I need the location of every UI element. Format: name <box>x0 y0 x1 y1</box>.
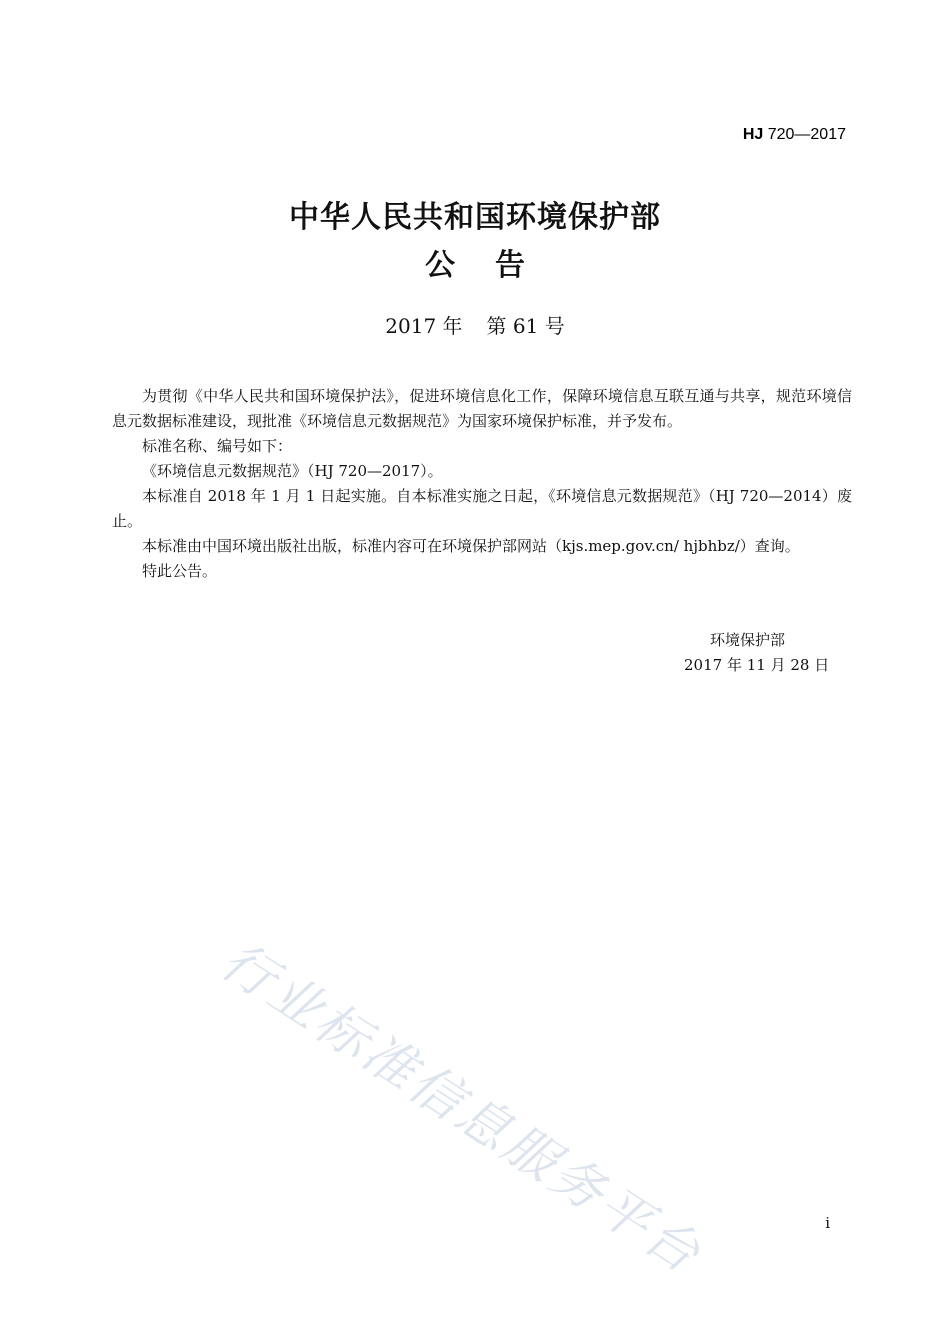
announcement-number <box>0 310 950 339</box>
page-number: i <box>825 1214 830 1232</box>
standard-code-number: 720—2017 <box>763 126 846 143</box>
signature-org: 环境保护部 <box>710 631 786 649</box>
paragraph-standard-label: 标准名称、编号如下： <box>142 437 293 455</box>
standard-code <box>743 126 846 144</box>
paragraph-effective-date: 本标准自 2018 年 1 月 1 日起实施。自本标准实施之日起，《环境信息元数据规范》（HJ 720—2014）废止。 <box>112 487 852 530</box>
page-title: 中华人民共和国环境保护部 <box>289 200 661 235</box>
watermark: 行业标准信息服务平台 <box>210 930 713 1287</box>
paragraph-closing: 特此公告。 <box>142 562 218 580</box>
announcement-heading-char-2: 告 <box>495 248 525 283</box>
paragraph-purpose: 为贯彻《中华人民共和国环境保护法》，促进环境信息化工作，保障环境信息互联互通与共享，规范环境信息元数据标准建设，现批准《环境信息元数据规范》为国家环境保护标准，并予发布。 <box>112 387 852 430</box>
paragraph-publication: 本标准由中国环境出版社出版，标准内容可在环境保护部网站（kjs.mep.gov.cn/ hjbhbz/）查询。 <box>142 537 800 555</box>
announcement-serial: 第 61 号 <box>486 314 565 338</box>
announcement-body <box>112 384 852 584</box>
signature-date: 2017 年 11 月 28 日 <box>684 656 830 674</box>
announcement-heading <box>0 240 950 284</box>
standard-code-prefix: HJ <box>742 126 764 143</box>
paragraph-standard-name: 《环境信息元数据规范》（HJ 720—2017）。 <box>142 462 443 480</box>
announcement-year: 2017 年 <box>385 314 463 338</box>
signature-block <box>640 628 860 678</box>
announcement-heading-char-1: 公 <box>425 248 455 283</box>
